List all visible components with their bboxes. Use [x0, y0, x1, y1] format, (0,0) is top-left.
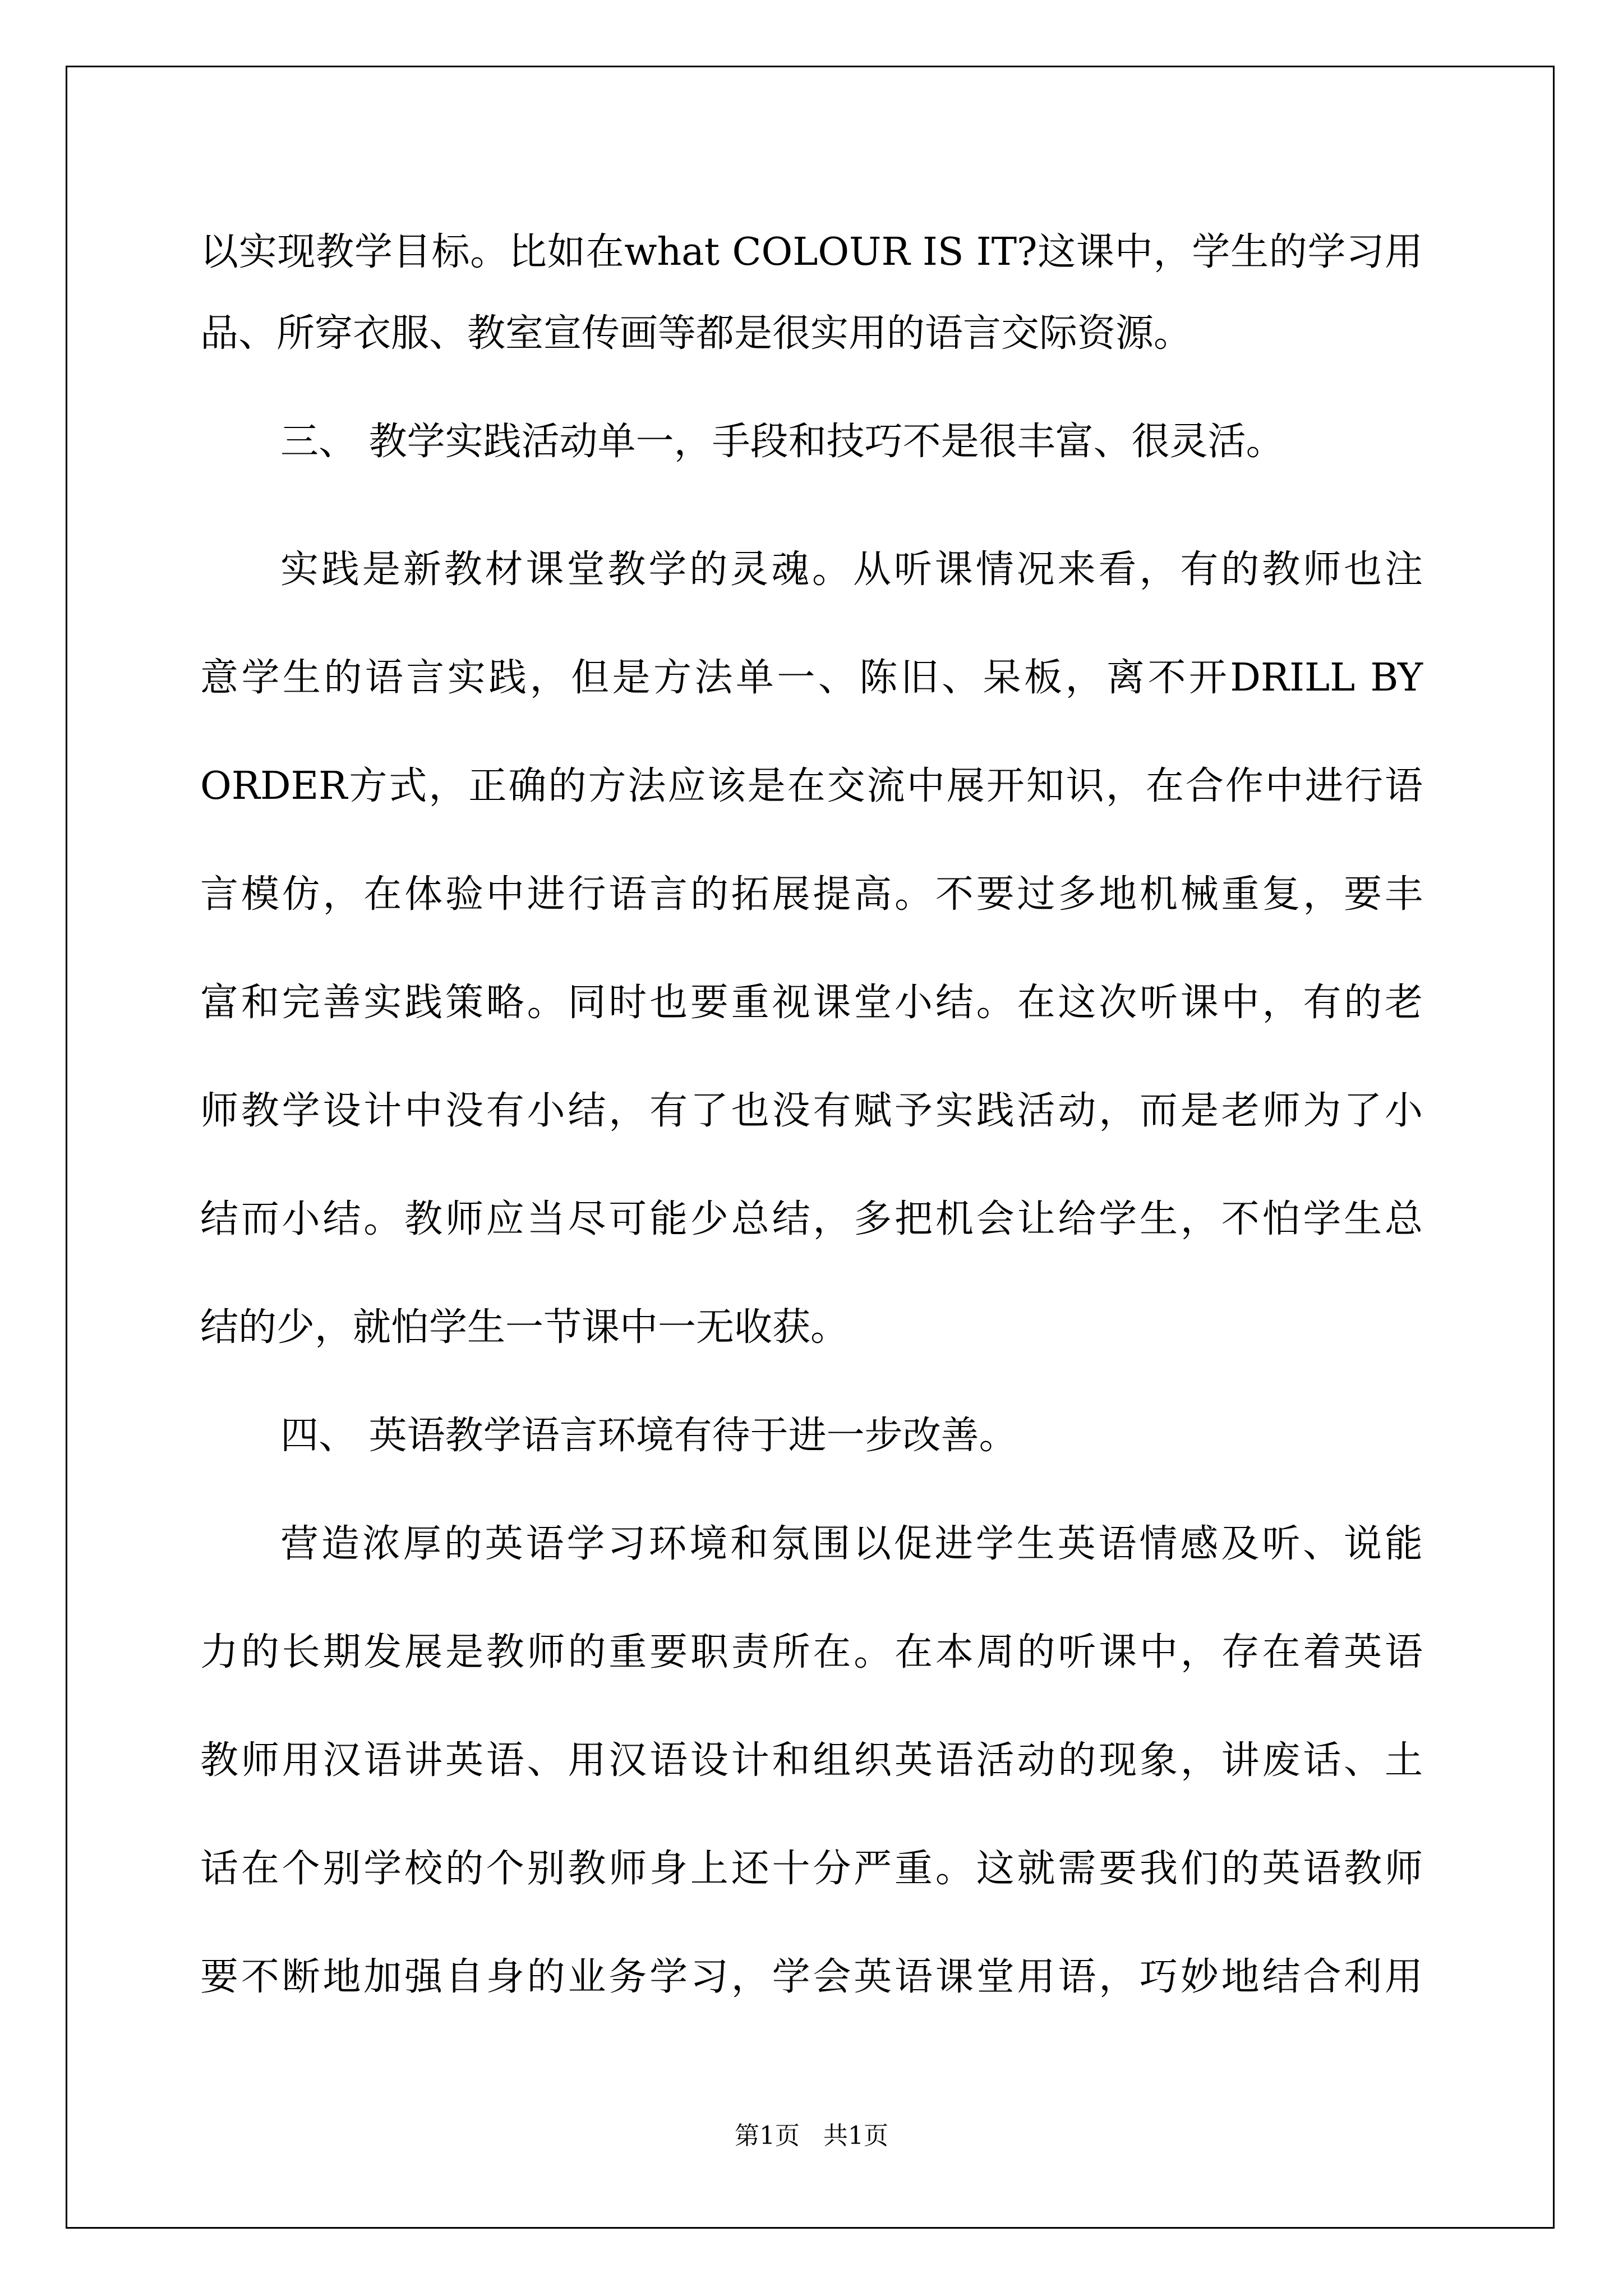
text-line: 结而小结。教师应当尽可能少总结，多把机会让给学生，不怕学生总	[200, 1197, 1423, 1241]
text-line: 言模仿，在体验中进行语言的拓展提高。不要过多地机械重复，要丰	[200, 872, 1423, 917]
text-line: 师教学设计中没有小结，有了也没有赋予实践活动，而是老师为了小	[200, 1089, 1423, 1133]
text-line: 营造浓厚的英语学习环境和氛围以促进学生英语情感及听、说能	[280, 1522, 1423, 1566]
text-line: 实践是新教材课堂教学的灵魂。从听课情况来看，有的教师也注	[280, 547, 1423, 592]
page-number-footer: 第1页 共1页	[735, 2122, 888, 2150]
text-line: 力的长期发展是教师的重要职责所在。在本周的听课中，存在着英语	[200, 1630, 1423, 1674]
text-line: 要不断地加强自身的业务学习，学会英语课堂用语，巧妙地结合利用	[200, 1955, 1423, 1999]
text-line: 话在个别学校的个别教师身上还十分严重。这就需要我们的英语教师	[200, 1847, 1423, 1891]
text-line: 以实现教学目标。比如在what COLOUR IS IT?这课中，学生的学习用	[200, 230, 1423, 274]
section-heading: 四、 英语教学语言环境有待于进一步改善。	[280, 1414, 1017, 1458]
page-border	[66, 66, 1555, 2229]
section-heading: 三、 教学实践活动单一，手段和技巧不是很丰富、很灵活。	[280, 420, 1284, 464]
text-line: 意学生的语言实践，但是方法单一、陈旧、呆板，离不开DRILL BY	[200, 656, 1423, 700]
text-line: 品、所穿衣服、教室宣传画等都是很实用的语言交际资源。	[200, 311, 1192, 356]
text-line: 结的少，就怕学生一节课中一无收获。	[200, 1305, 849, 1350]
text-line: 富和完善实践策略。同时也要重视课堂小结。在这次听课中，有的老	[200, 981, 1423, 1025]
text-line: ORDER方式，正确的方法应该是在交流中展开知识，在合作中进行语	[200, 764, 1423, 808]
text-line: 教师用汉语讲英语、用汉语设计和组织英语活动的现象，讲废话、土	[200, 1738, 1423, 1783]
